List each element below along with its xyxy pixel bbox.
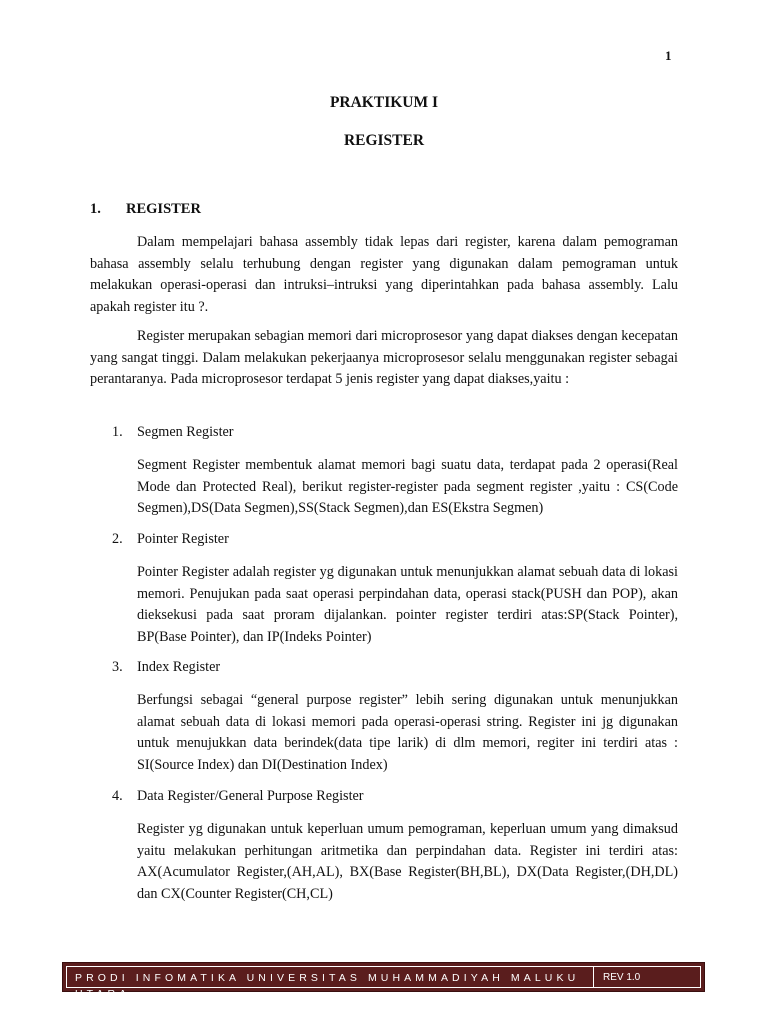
footer-revision: REV 1.0 <box>603 972 641 983</box>
footer-divider <box>593 967 594 987</box>
footer-institution: PRODI INFOMATIKA UNIVERSITAS MUHAMMADIYAH MALUKU UTARA <box>75 972 580 1000</box>
list-item-number: 4. <box>112 788 123 804</box>
page-number: 1 <box>665 48 672 63</box>
list-item-description: Register yg digunakan untuk keperluan umum pemograman, keperluan umum yang dimaksud yaitu melakukan perhitungan aritmetika dan perpindahan data. Register ini terdiri atas: AX(Acumulator Register,(AH,AL), BX(Base Register(BH,BL), DX(Data Register,(DH,DL) dan CX(Counter Register(CH,CL) <box>137 821 678 902</box>
document-title: PRAKTIKUM I <box>329 94 439 111</box>
list-item-title: Data Register/General Purpose Register <box>137 788 364 804</box>
section-title: REGISTER <box>126 201 201 217</box>
list-item-number: 3. <box>112 659 123 675</box>
list-item-number: 1. <box>112 424 123 440</box>
register-definition-paragraph: Register merupakan sebagian memori dari microprosesor yang dapat diakses dengan kecepatan yang sangat tinggi. Dalam melakukan pekerjaanya microprosesor selalu menggunakan register sebagai perantaranya. Pada microprosesor terdapat 5 jenis register yang dapat diakses,yaitu : <box>90 328 678 387</box>
list-item-label <box>112 531 229 548</box>
list-item-description: Berfungsi sebagai “general purpose register” lebih sering digunakan untuk menunjukkan alamat sebuah data di lokasi memori pada operasi-operasi string. Register ini jg digunakan untuk menujukkan data berindek(data tipe larik) di dlm memori, regiter ini terdiri atas : SI(Source Index) dan DI(Destination Index) <box>137 692 678 773</box>
list-item-label <box>112 424 234 441</box>
section-number: 1. <box>90 201 101 217</box>
list-item-title: Segmen Register <box>137 424 234 440</box>
section-heading <box>90 201 201 218</box>
list-item-number: 2. <box>112 531 123 547</box>
page-footer <box>62 962 705 1000</box>
list-item-description: Segment Register membentuk alamat memori bagi suatu data, terdapat pada 2 operasi(Real Mode dan Protected Real), berikut register-register pada segment register ,yaitu : CS(Code Segmen),DS(Data Segmen),SS(Stack Segmen),dan ES(Ekstra Segmen) <box>137 457 678 516</box>
list-item-label <box>112 788 364 805</box>
intro-paragraph: Dalam mempelajari bahasa assembly tidak lepas dari register, karena dalam pemograman bahasa assembly selalu terhubung dengan register yang digunakan dalam pemograman untuk melakukan operasi-operasi dan intruksi–intruksi yang diperintahkan pada bahasa assembly. Lalu apakah register itu ?. <box>90 234 678 315</box>
list-item-description: Pointer Register adalah register yg digunakan untuk menunjukkan alamat sebuah data di lokasi memori. Penujukan pada saat operasi perpindahan data, operasi stack(PUSH dan POP), akan dieksekusi pada saat proram dijalankan. pointer register terdiri atas:SP(Stack Pointer), BP(Base Pointer), dan IP(Indeks Pointer) <box>137 564 678 645</box>
document-subtitle: REGISTER <box>343 132 425 149</box>
footer-frame <box>66 966 701 1000</box>
list-item-label <box>112 659 220 676</box>
list-item-title: Index Register <box>137 659 221 675</box>
list-item-title: Pointer Register <box>137 531 229 547</box>
